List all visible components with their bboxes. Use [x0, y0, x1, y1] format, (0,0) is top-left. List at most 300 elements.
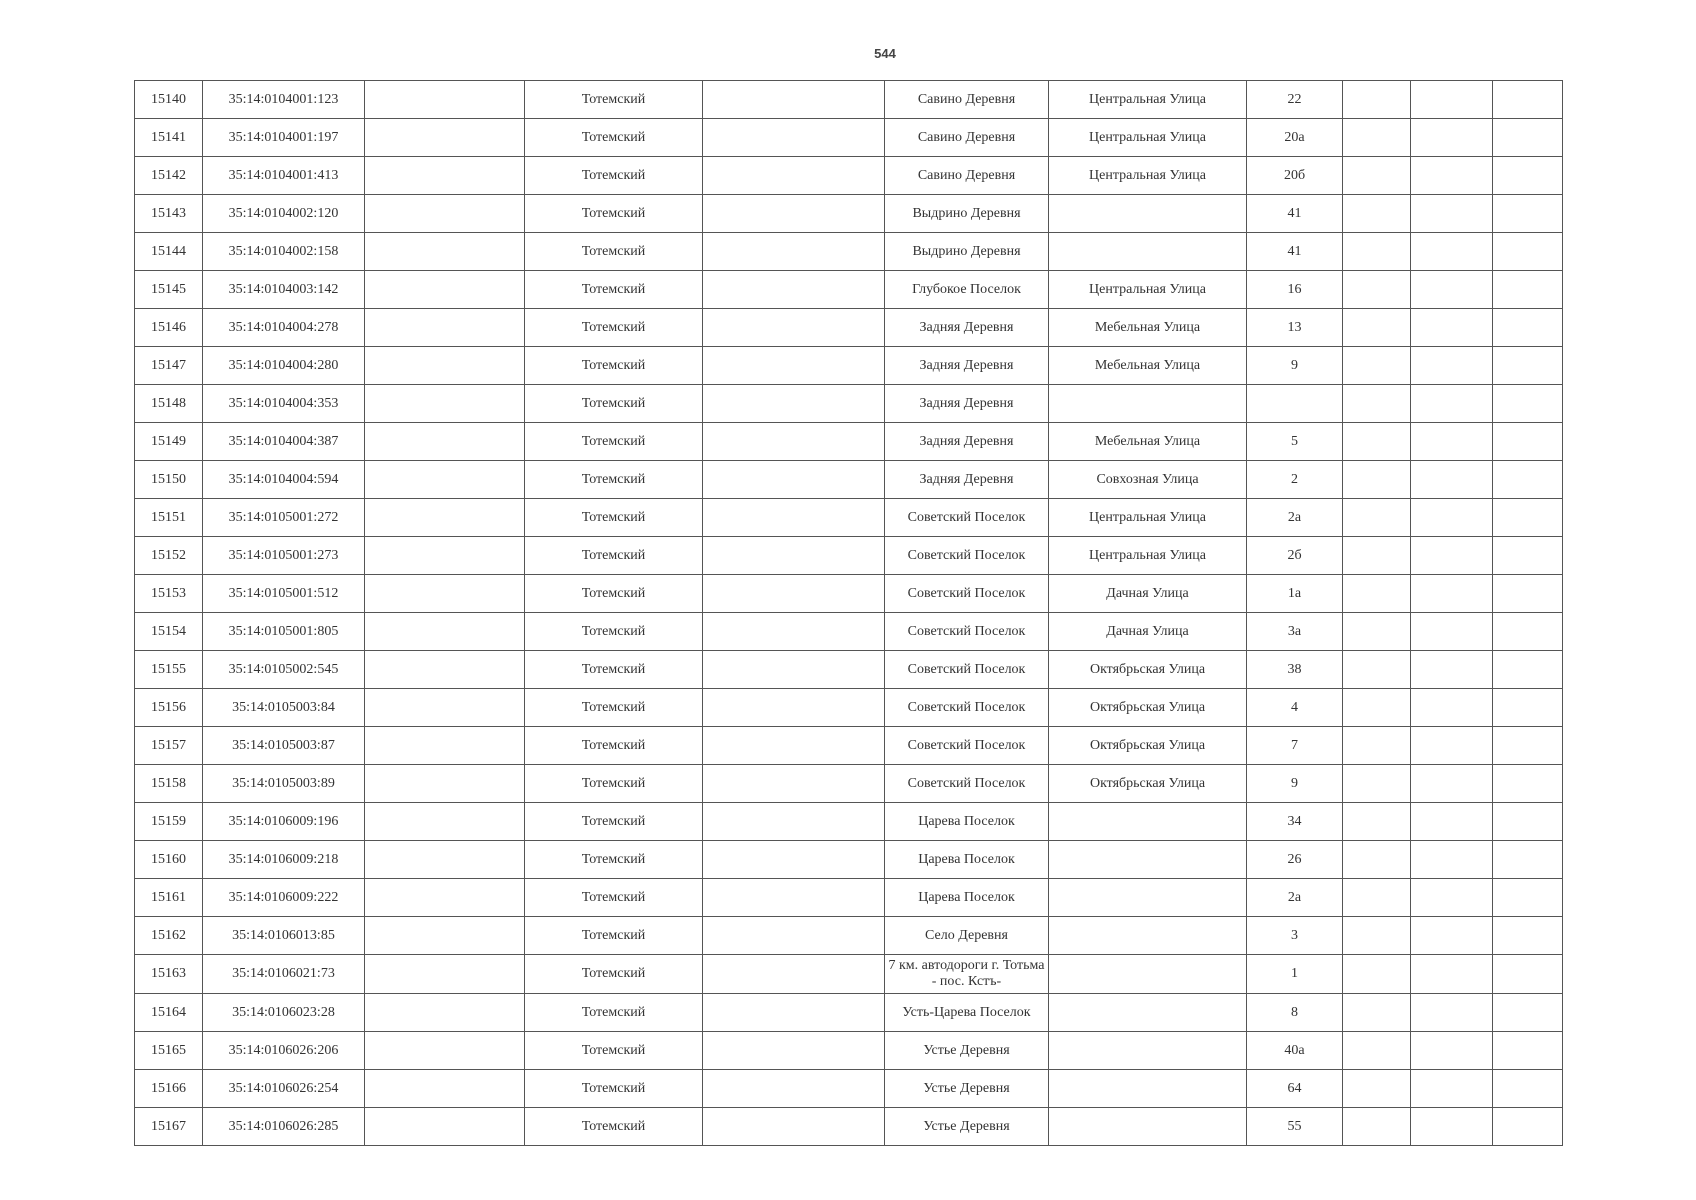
cell-settlement: Советский Поселок — [885, 613, 1049, 651]
cell-empty — [1493, 233, 1563, 271]
cell-house: 26 — [1247, 841, 1343, 879]
cell-empty — [703, 765, 885, 803]
table-row — [135, 803, 1563, 841]
cell-id: 15163 — [135, 955, 203, 994]
cell-empty — [365, 385, 525, 423]
table-row — [135, 119, 1563, 157]
table-row — [135, 537, 1563, 575]
cell-empty — [1493, 271, 1563, 309]
cell-empty — [1411, 385, 1493, 423]
cell-empty — [1493, 81, 1563, 119]
cell-house: 22 — [1247, 81, 1343, 119]
cell-id: 15142 — [135, 157, 203, 195]
cell-district: Тотемский — [525, 613, 703, 651]
cell-empty — [703, 727, 885, 765]
cell-empty — [1343, 879, 1411, 917]
cell-empty — [1493, 423, 1563, 461]
registry-table-body — [135, 81, 1563, 1146]
cell-district: Тотемский — [525, 537, 703, 575]
cell-empty — [1411, 651, 1493, 689]
cell-empty — [1411, 727, 1493, 765]
cell-district: Тотемский — [525, 1032, 703, 1070]
cell-empty — [365, 499, 525, 537]
cell-empty — [1343, 841, 1411, 879]
cell-house: 2 — [1247, 461, 1343, 499]
cell-empty — [703, 613, 885, 651]
cell-empty — [1343, 917, 1411, 955]
cell-empty — [703, 803, 885, 841]
cell-empty — [1411, 879, 1493, 917]
cell-district: Тотемский — [525, 347, 703, 385]
cell-district: Тотемский — [525, 917, 703, 955]
cell-street — [1049, 803, 1247, 841]
cell-empty — [365, 955, 525, 994]
cell-empty — [1411, 423, 1493, 461]
cell-cadastral-number: 35:14:0105002:545 — [203, 651, 365, 689]
table-row — [135, 841, 1563, 879]
cell-empty — [1411, 195, 1493, 233]
cell-street: Мебельная Улица — [1049, 309, 1247, 347]
cell-district: Тотемский — [525, 841, 703, 879]
cell-empty — [703, 537, 885, 575]
cell-settlement: Задняя Деревня — [885, 309, 1049, 347]
cell-empty — [1493, 195, 1563, 233]
cell-id: 15143 — [135, 195, 203, 233]
cell-empty — [1411, 119, 1493, 157]
cell-empty — [703, 157, 885, 195]
cell-empty — [365, 271, 525, 309]
cell-empty — [703, 841, 885, 879]
cell-street — [1049, 1032, 1247, 1070]
table-row — [135, 994, 1563, 1032]
cell-empty — [1411, 81, 1493, 119]
cell-district: Тотемский — [525, 575, 703, 613]
cell-empty — [1493, 879, 1563, 917]
cell-empty — [1343, 689, 1411, 727]
cell-empty — [1493, 727, 1563, 765]
cell-settlement: Задняя Деревня — [885, 423, 1049, 461]
cell-empty — [365, 1108, 525, 1146]
cell-settlement: Устье Деревня — [885, 1032, 1049, 1070]
cell-cadastral-number: 35:14:0105001:805 — [203, 613, 365, 651]
cell-house: 16 — [1247, 271, 1343, 309]
table-row — [135, 1108, 1563, 1146]
cell-empty — [1411, 1070, 1493, 1108]
cell-street: Центральная Улица — [1049, 499, 1247, 537]
cell-empty — [1343, 1032, 1411, 1070]
cell-house: 13 — [1247, 309, 1343, 347]
cell-id: 15155 — [135, 651, 203, 689]
cell-id: 15166 — [135, 1070, 203, 1108]
cell-street — [1049, 1108, 1247, 1146]
cell-street — [1049, 1070, 1247, 1108]
table-row — [135, 955, 1563, 994]
cell-house: 9 — [1247, 765, 1343, 803]
table-row — [135, 309, 1563, 347]
cell-empty — [365, 347, 525, 385]
table-row — [135, 233, 1563, 271]
cell-cadastral-number: 35:14:0106023:28 — [203, 994, 365, 1032]
cell-street — [1049, 385, 1247, 423]
table-row — [135, 1032, 1563, 1070]
cell-house: 9 — [1247, 347, 1343, 385]
cell-street: Мебельная Улица — [1049, 347, 1247, 385]
cell-cadastral-number: 35:14:0104002:158 — [203, 233, 365, 271]
cell-settlement: Устье Деревня — [885, 1108, 1049, 1146]
cell-empty — [703, 385, 885, 423]
cell-empty — [703, 651, 885, 689]
cell-cadastral-number: 35:14:0106021:73 — [203, 955, 365, 994]
cell-empty — [1411, 994, 1493, 1032]
table-row — [135, 1070, 1563, 1108]
cell-district: Тотемский — [525, 309, 703, 347]
cell-house: 41 — [1247, 233, 1343, 271]
cell-cadastral-number: 35:14:0104003:142 — [203, 271, 365, 309]
cell-house: 55 — [1247, 1108, 1343, 1146]
cell-settlement: Выдрино Деревня — [885, 195, 1049, 233]
cell-cadastral-number: 35:14:0104004:353 — [203, 385, 365, 423]
cell-settlement: Царева Поселок — [885, 803, 1049, 841]
cell-house: 7 — [1247, 727, 1343, 765]
table-row — [135, 575, 1563, 613]
cell-street — [1049, 994, 1247, 1032]
cell-empty — [365, 575, 525, 613]
cell-id: 15149 — [135, 423, 203, 461]
cell-empty — [703, 994, 885, 1032]
cell-district: Тотемский — [525, 994, 703, 1032]
cell-id: 15144 — [135, 233, 203, 271]
cell-id: 15141 — [135, 119, 203, 157]
cell-settlement: Советский Поселок — [885, 689, 1049, 727]
cell-id: 15145 — [135, 271, 203, 309]
cell-cadastral-number: 35:14:0104001:197 — [203, 119, 365, 157]
cell-cadastral-number: 35:14:0104004:594 — [203, 461, 365, 499]
cell-street — [1049, 233, 1247, 271]
cell-empty — [365, 727, 525, 765]
cell-empty — [1411, 271, 1493, 309]
cell-empty — [1411, 499, 1493, 537]
cell-empty — [703, 689, 885, 727]
cell-street: Октябрьская Улица — [1049, 651, 1247, 689]
table-row — [135, 271, 1563, 309]
cell-empty — [1343, 271, 1411, 309]
cell-empty — [703, 879, 885, 917]
cell-district: Тотемский — [525, 689, 703, 727]
cell-empty — [1411, 575, 1493, 613]
cell-empty — [1493, 689, 1563, 727]
table-row — [135, 727, 1563, 765]
cell-id: 15159 — [135, 803, 203, 841]
table-row — [135, 499, 1563, 537]
cell-empty — [703, 1032, 885, 1070]
cell-district: Тотемский — [525, 651, 703, 689]
cell-settlement: Савино Деревня — [885, 157, 1049, 195]
cell-empty — [1493, 385, 1563, 423]
cell-empty — [365, 1032, 525, 1070]
cell-empty — [1493, 461, 1563, 499]
cell-settlement: Устье Деревня — [885, 1070, 1049, 1108]
table-row — [135, 157, 1563, 195]
cell-empty — [1343, 461, 1411, 499]
cell-cadastral-number: 35:14:0105003:89 — [203, 765, 365, 803]
cell-cadastral-number: 35:14:0106026:254 — [203, 1070, 365, 1108]
cell-district: Тотемский — [525, 119, 703, 157]
cell-empty — [365, 917, 525, 955]
cell-district: Тотемский — [525, 195, 703, 233]
cell-empty — [1343, 727, 1411, 765]
cell-empty — [365, 423, 525, 461]
cell-empty — [365, 841, 525, 879]
cell-empty — [1411, 1108, 1493, 1146]
cell-house — [1247, 385, 1343, 423]
cell-empty — [365, 81, 525, 119]
cell-street — [1049, 879, 1247, 917]
cell-street: Октябрьская Улица — [1049, 727, 1247, 765]
cell-empty — [1493, 841, 1563, 879]
cell-house: 1 — [1247, 955, 1343, 994]
cell-settlement: Царева Поселок — [885, 841, 1049, 879]
cell-district: Тотемский — [525, 385, 703, 423]
cell-settlement: Задняя Деревня — [885, 461, 1049, 499]
cell-house: 64 — [1247, 1070, 1343, 1108]
cell-id: 15164 — [135, 994, 203, 1032]
cell-id: 15158 — [135, 765, 203, 803]
cell-empty — [1343, 195, 1411, 233]
cell-house: 4 — [1247, 689, 1343, 727]
cell-id: 15151 — [135, 499, 203, 537]
cell-empty — [1411, 347, 1493, 385]
cell-id: 15167 — [135, 1108, 203, 1146]
cell-empty — [365, 233, 525, 271]
cell-empty — [1343, 423, 1411, 461]
cell-empty — [365, 461, 525, 499]
cell-cadastral-number: 35:14:0105001:512 — [203, 575, 365, 613]
table-row — [135, 423, 1563, 461]
cell-settlement: 7 км. автодороги г. Тотьма - пос. Кстъ- — [885, 955, 1049, 994]
cell-empty — [1411, 613, 1493, 651]
cell-empty — [1343, 575, 1411, 613]
cell-empty — [1343, 651, 1411, 689]
cell-house: 40а — [1247, 1032, 1343, 1070]
cell-empty — [1493, 309, 1563, 347]
cell-district: Тотемский — [525, 879, 703, 917]
cell-house: 2б — [1247, 537, 1343, 575]
cell-empty — [1343, 994, 1411, 1032]
table-row — [135, 765, 1563, 803]
cell-street: Центральная Улица — [1049, 537, 1247, 575]
cell-empty — [1411, 765, 1493, 803]
cell-empty — [703, 461, 885, 499]
cell-empty — [1343, 157, 1411, 195]
cell-id: 15140 — [135, 81, 203, 119]
cell-district: Тотемский — [525, 81, 703, 119]
cell-empty — [1343, 803, 1411, 841]
cell-empty — [1493, 994, 1563, 1032]
cell-house: 20б — [1247, 157, 1343, 195]
cell-empty — [703, 195, 885, 233]
cell-street: Совхозная Улица — [1049, 461, 1247, 499]
cell-street: Октябрьская Улица — [1049, 689, 1247, 727]
cell-cadastral-number: 35:14:0104002:120 — [203, 195, 365, 233]
cell-cadastral-number: 35:14:0105003:87 — [203, 727, 365, 765]
cell-empty — [1343, 233, 1411, 271]
cell-house: 2а — [1247, 879, 1343, 917]
cell-house: 34 — [1247, 803, 1343, 841]
cell-settlement: Советский Поселок — [885, 727, 1049, 765]
cell-empty — [365, 119, 525, 157]
cell-street: Дачная Улица — [1049, 613, 1247, 651]
cell-district: Тотемский — [525, 727, 703, 765]
cell-empty — [1411, 461, 1493, 499]
cell-empty — [703, 499, 885, 537]
table-row — [135, 81, 1563, 119]
cell-empty — [1411, 955, 1493, 994]
cell-settlement: Задняя Деревня — [885, 347, 1049, 385]
cell-district: Тотемский — [525, 1108, 703, 1146]
cell-empty — [703, 271, 885, 309]
cell-empty — [365, 803, 525, 841]
cell-empty — [703, 575, 885, 613]
cell-empty — [365, 1070, 525, 1108]
cell-id: 15156 — [135, 689, 203, 727]
cell-empty — [365, 613, 525, 651]
cell-house: 3 — [1247, 917, 1343, 955]
cell-cadastral-number: 35:14:0104001:413 — [203, 157, 365, 195]
cell-street — [1049, 841, 1247, 879]
cell-house: 8 — [1247, 994, 1343, 1032]
cell-district: Тотемский — [525, 1070, 703, 1108]
cell-empty — [365, 537, 525, 575]
table-row — [135, 879, 1563, 917]
cell-empty — [1493, 537, 1563, 575]
cell-empty — [1411, 233, 1493, 271]
cell-cadastral-number: 35:14:0104004:387 — [203, 423, 365, 461]
cell-empty — [1343, 119, 1411, 157]
cell-empty — [365, 309, 525, 347]
cell-street: Центральная Улица — [1049, 119, 1247, 157]
table-row — [135, 651, 1563, 689]
cell-district: Тотемский — [525, 955, 703, 994]
cell-settlement: Усть-Царева Поселок — [885, 994, 1049, 1032]
cell-empty — [1343, 537, 1411, 575]
cell-empty — [1411, 1032, 1493, 1070]
cell-district: Тотемский — [525, 499, 703, 537]
cell-empty — [703, 81, 885, 119]
cell-cadastral-number: 35:14:0104004:280 — [203, 347, 365, 385]
cell-empty — [1493, 499, 1563, 537]
cell-id: 15147 — [135, 347, 203, 385]
cell-id: 15153 — [135, 575, 203, 613]
cell-empty — [1411, 689, 1493, 727]
cell-street — [1049, 195, 1247, 233]
cell-settlement: Советский Поселок — [885, 651, 1049, 689]
cell-settlement: Царева Поселок — [885, 879, 1049, 917]
cell-empty — [1493, 119, 1563, 157]
cell-house: 2а — [1247, 499, 1343, 537]
cell-settlement: Савино Деревня — [885, 81, 1049, 119]
cell-empty — [365, 689, 525, 727]
cell-cadastral-number: 35:14:0106013:85 — [203, 917, 365, 955]
cell-empty — [1343, 499, 1411, 537]
cell-empty — [365, 157, 525, 195]
cell-empty — [365, 651, 525, 689]
cell-cadastral-number: 35:14:0104004:278 — [203, 309, 365, 347]
cell-empty — [1343, 385, 1411, 423]
cell-street: Центральная Улица — [1049, 157, 1247, 195]
cell-id: 15146 — [135, 309, 203, 347]
cell-id: 15160 — [135, 841, 203, 879]
cell-empty — [365, 765, 525, 803]
cell-empty — [1493, 917, 1563, 955]
cell-settlement: Савино Деревня — [885, 119, 1049, 157]
cell-house: 3а — [1247, 613, 1343, 651]
cell-settlement: Советский Поселок — [885, 499, 1049, 537]
cell-empty — [703, 917, 885, 955]
cell-empty — [1493, 651, 1563, 689]
cell-settlement: Советский Поселок — [885, 537, 1049, 575]
cell-id: 15157 — [135, 727, 203, 765]
cell-district: Тотемский — [525, 803, 703, 841]
cell-empty — [1493, 613, 1563, 651]
cell-empty — [1411, 537, 1493, 575]
table-row — [135, 613, 1563, 651]
cell-empty — [1411, 803, 1493, 841]
cell-empty — [1411, 157, 1493, 195]
cell-empty — [1493, 157, 1563, 195]
cell-cadastral-number: 35:14:0105001:273 — [203, 537, 365, 575]
cell-street: Октябрьская Улица — [1049, 765, 1247, 803]
cell-district: Тотемский — [525, 423, 703, 461]
cell-district: Тотемский — [525, 233, 703, 271]
cell-cadastral-number: 35:14:0106009:196 — [203, 803, 365, 841]
cell-empty — [1493, 1108, 1563, 1146]
cell-settlement: Выдрино Деревня — [885, 233, 1049, 271]
cell-empty — [1343, 309, 1411, 347]
cell-settlement: Глубокое Поселок — [885, 271, 1049, 309]
cell-id: 15161 — [135, 879, 203, 917]
cell-empty — [703, 1108, 885, 1146]
cell-district: Тотемский — [525, 461, 703, 499]
cell-empty — [1411, 917, 1493, 955]
cell-street: Центральная Улица — [1049, 271, 1247, 309]
cell-empty — [1343, 347, 1411, 385]
cell-id: 15154 — [135, 613, 203, 651]
cell-empty — [1493, 1032, 1563, 1070]
cell-street: Центральная Улица — [1049, 81, 1247, 119]
cell-empty — [365, 879, 525, 917]
table-row — [135, 917, 1563, 955]
cell-cadastral-number: 35:14:0105001:272 — [203, 499, 365, 537]
cell-id: 15148 — [135, 385, 203, 423]
cell-street — [1049, 917, 1247, 955]
cell-empty — [1493, 955, 1563, 994]
cell-empty — [1493, 1070, 1563, 1108]
cell-district: Тотемский — [525, 271, 703, 309]
table-row — [135, 461, 1563, 499]
cell-district: Тотемский — [525, 765, 703, 803]
cell-empty — [703, 119, 885, 157]
cell-cadastral-number: 35:14:0104001:123 — [203, 81, 365, 119]
cell-empty — [365, 994, 525, 1032]
cell-district: Тотемский — [525, 157, 703, 195]
cell-settlement: Задняя Деревня — [885, 385, 1049, 423]
cell-empty — [1411, 309, 1493, 347]
table-row — [135, 385, 1563, 423]
cell-street: Мебельная Улица — [1049, 423, 1247, 461]
page-number: 544 — [874, 46, 896, 61]
cell-empty — [1343, 765, 1411, 803]
cell-id: 15150 — [135, 461, 203, 499]
